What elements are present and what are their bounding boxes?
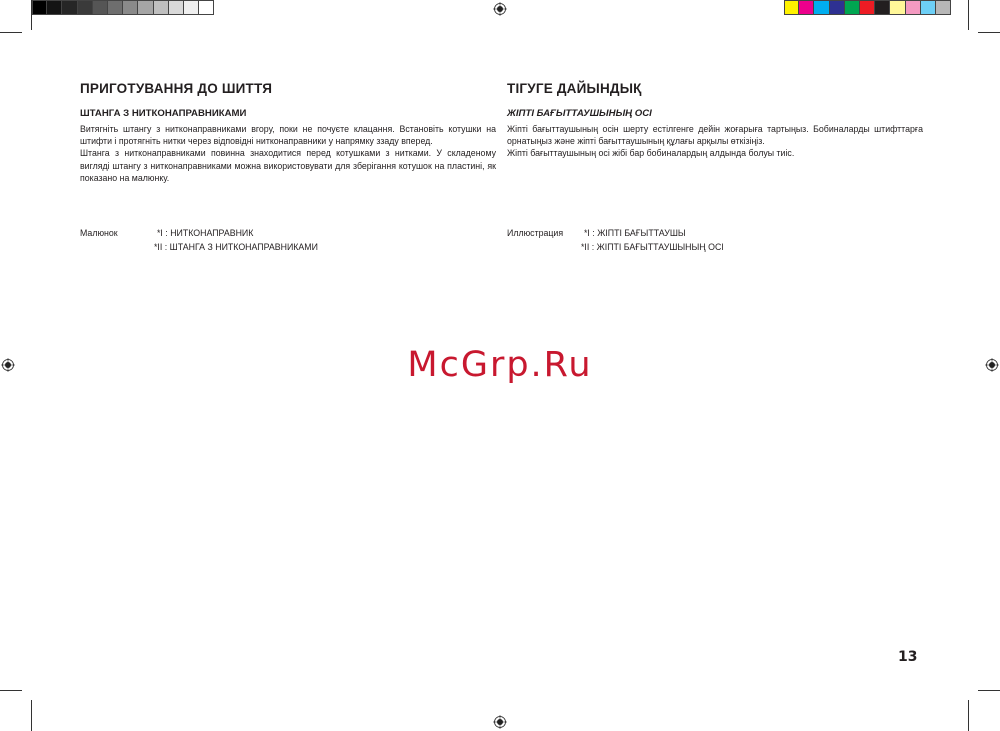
figure-label: Иллюстрация [507, 228, 564, 238]
body-text [80, 123, 496, 184]
calibration-swatch [47, 0, 62, 15]
paragraph: Штанга з нитконаправниками повинна знаходитися перед котушками з нитками. У складеному вигляді штангу з нитконаправниками можна використовувати для зберігання котушок на пластині, як показано на малюнку. [80, 148, 496, 183]
calibration-swatch [936, 0, 951, 15]
calibration-swatch [62, 0, 77, 15]
figure-item: *I : НИТКОНАПРАВНИК [157, 228, 254, 238]
calibration-swatch [875, 0, 890, 15]
calibration-swatch [890, 0, 905, 15]
figure-label: Малюнок [80, 228, 118, 238]
calibration-swatch [78, 0, 93, 15]
calibration-swatch [845, 0, 860, 15]
calibration-swatch [123, 0, 138, 15]
paragraph: Жіпті бағыттаушының осін шерту естілгенге дейін жоғарыға тартыңыз. Бобиналарды штифттарға орнатыңыз және жіпті бағыттаушының құлағы арқылы өткізіңіз. [507, 124, 923, 147]
page-number: 13 [898, 649, 918, 665]
calibration-swatch [860, 0, 875, 15]
calibration-swatch [830, 0, 845, 15]
section-title: ТІГУГЕ ДАЙЫНДЫҚ [507, 81, 642, 96]
calibration-swatch [138, 0, 153, 15]
figure-legend [80, 227, 500, 257]
calibration-swatch [921, 0, 936, 15]
registration-target-icon [493, 2, 507, 16]
section-subtitle: ЖІПТІ БАҒЫТТАУШЫНЫҢ ОСІ [507, 108, 652, 119]
calibration-swatch [154, 0, 169, 15]
section-subtitle: ШТАНГА З НИТКОНАПРАВНИКАМИ [80, 108, 247, 119]
calibration-swatch [784, 0, 799, 15]
calibration-swatch [814, 0, 829, 15]
body-text [507, 123, 923, 160]
figure-item: *I : ЖІПТІ БАҒЫТТАУШЫ [584, 228, 686, 238]
calibration-swatch [32, 0, 47, 15]
calibration-swatch [199, 0, 214, 15]
paragraph: Витягніть штангу з нитконаправниками вгору, поки не почуєте клацання. Встановіть котушки на штифти і протягніть нитки через відповідні нитконаправники у напрямку ззаду вперед. [80, 124, 496, 147]
figure-item: *II : ЖІПТІ БАҒЫТТАУШЫНЫҢ ОСІ [581, 242, 724, 252]
section-title: ПРИГОТУВАННЯ ДО ШИТТЯ [80, 81, 273, 96]
calibration-swatch [184, 0, 199, 15]
calibration-swatch [93, 0, 108, 15]
paragraph: Жіпті бағыттаушының осі жібі бар бобиналардың алдында болуы тиіс. [507, 148, 795, 159]
color-calibration-bar [784, 0, 951, 16]
calibration-swatch [799, 0, 814, 15]
figure-item: *II : ШТАНГА З НИТКОНАПРАВНИКАМИ [154, 242, 318, 252]
watermark: McGrp.Ru [407, 345, 593, 385]
ukrainian-column [80, 80, 496, 184]
grayscale-calibration-bar [32, 0, 214, 16]
figure-legend [507, 227, 927, 257]
calibration-swatch [108, 0, 123, 15]
registration-target-icon [493, 715, 507, 729]
kazakh-column [507, 80, 923, 160]
calibration-swatch [906, 0, 921, 15]
calibration-swatch [169, 0, 184, 15]
